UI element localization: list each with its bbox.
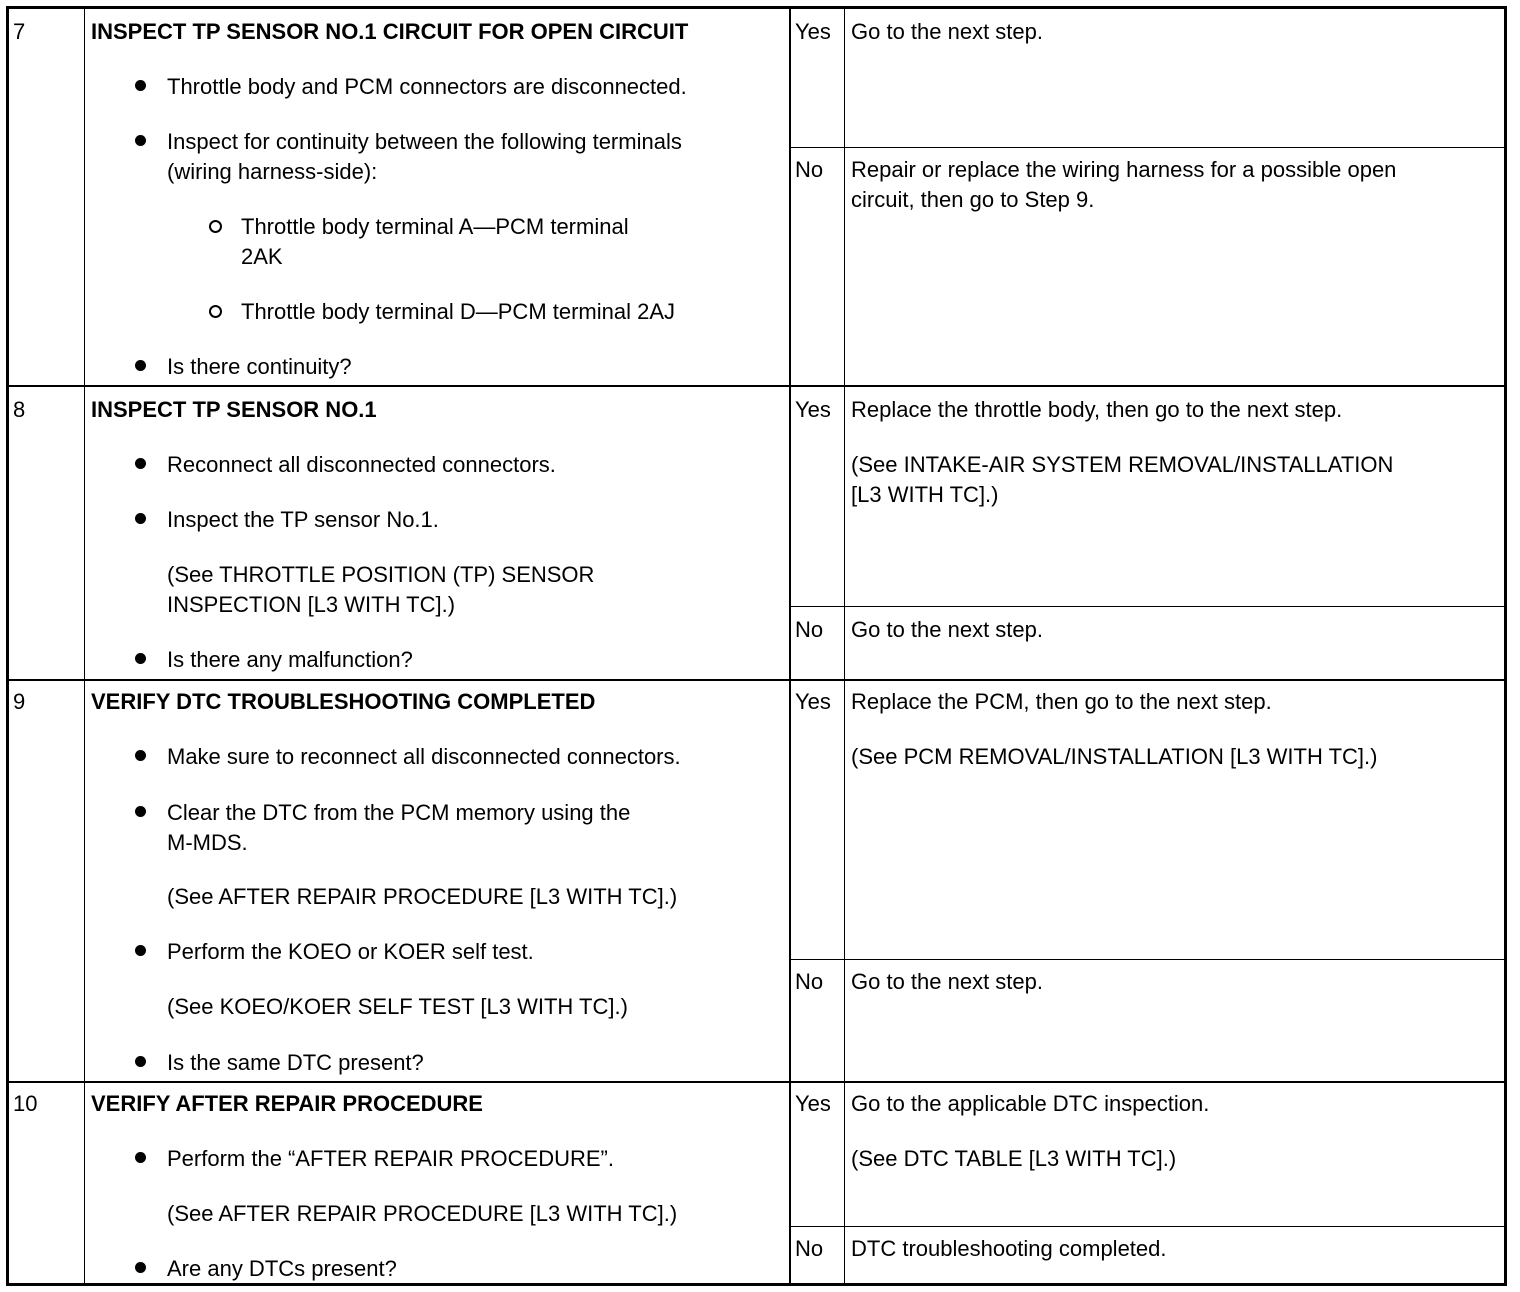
bullet-icon — [135, 653, 146, 664]
step-number: 8 — [13, 397, 26, 422]
question-text: Is there continuity? — [167, 354, 352, 379]
instruction-text: Perform the KOEO or KOER self test. — [167, 939, 534, 964]
result-cell — [845, 387, 1504, 679]
yes-result-text: Replace the PCM, then go to the next step. — [851, 689, 1272, 714]
result-cell — [845, 681, 1504, 1081]
bullet-icon — [135, 80, 146, 91]
bullet-icon — [135, 458, 146, 469]
instruction-text: Reconnect all disconnected connectors. — [167, 452, 556, 477]
instruction-text: Perform the “AFTER REPAIR PROCEDURE”. — [167, 1146, 614, 1171]
action-cell — [85, 9, 791, 385]
reference-note: (See THROTTLE POSITION (TP) SENSOR — [167, 562, 595, 587]
no-result-text: Go to the next step. — [851, 969, 1044, 994]
bullet-icon — [135, 1152, 146, 1163]
step-title: INSPECT TP SENSOR NO.1 CIRCUIT FOR OPEN CIRCUIT — [91, 19, 689, 44]
action-cell — [85, 681, 791, 1081]
bullet-icon — [135, 1056, 146, 1067]
table-row-step-10 — [9, 1081, 1504, 1283]
answer-cell — [791, 1083, 845, 1283]
answer-no-label: No — [795, 157, 824, 182]
instruction-text: M-MDS. — [167, 830, 248, 855]
answer-yes-label: Yes — [795, 689, 831, 714]
bullet-icon — [135, 135, 146, 146]
bullet-icon — [135, 1262, 146, 1273]
step-title: VERIFY AFTER REPAIR PROCEDURE — [91, 1091, 483, 1116]
yes-no-divider — [791, 959, 1504, 960]
step-title: VERIFY DTC TROUBLESHOOTING COMPLETED — [91, 689, 596, 714]
reference-note: INSPECTION [L3 WITH TC].) — [167, 592, 456, 617]
reference-note: (See AFTER REPAIR PROCEDURE [L3 WITH TC].) — [167, 884, 678, 909]
sub-instruction-text: Throttle body terminal D—PCM terminal 2AJ — [241, 299, 676, 324]
instruction-text: Throttle body and PCM connectors are disconnected. — [167, 74, 687, 99]
question-text: Are any DTCs present? — [167, 1256, 397, 1281]
reference-note: (See AFTER REPAIR PROCEDURE [L3 WITH TC].) — [167, 1201, 678, 1226]
yes-reference-note: (See PCM REMOVAL/INSTALLATION [L3 WITH TC].) — [851, 744, 1378, 769]
yes-reference-note: [L3 WITH TC].) — [851, 482, 999, 507]
yes-reference-note: (See DTC TABLE [L3 WITH TC].) — [851, 1146, 1177, 1171]
table-row-step-8 — [9, 385, 1504, 679]
yes-no-divider — [791, 606, 1504, 607]
step-number-cell — [9, 681, 85, 1081]
instruction-text: Inspect for continuity between the following terminals — [167, 129, 682, 154]
bullet-icon — [135, 750, 146, 761]
answer-no-label: No — [795, 1236, 824, 1261]
answer-yes-label: Yes — [795, 1091, 831, 1116]
bullet-icon — [135, 806, 146, 817]
result-cell — [845, 1083, 1504, 1283]
step-number-cell — [9, 387, 85, 679]
table-row-step-7 — [9, 9, 1504, 385]
answer-yes-label: Yes — [795, 19, 831, 44]
answer-no-label: No — [795, 617, 824, 642]
step-number-cell — [9, 1083, 85, 1283]
answer-cell — [791, 681, 845, 1081]
yes-result-text: Replace the throttle body, then go to the next step. — [851, 397, 1343, 422]
question-text: Is there any malfunction? — [167, 647, 413, 672]
instruction-text: Inspect the TP sensor No.1. — [167, 507, 439, 532]
yes-result-text: Go to the next step. — [851, 19, 1044, 44]
answer-cell — [791, 387, 845, 679]
answer-cell — [791, 9, 845, 385]
bullet-icon — [135, 513, 146, 524]
step-number-cell — [9, 9, 85, 385]
instruction-text: Clear the DTC from the PCM memory using the — [167, 800, 631, 825]
step-number: 9 — [13, 689, 26, 714]
bullet-icon — [135, 360, 146, 371]
no-result-text: Go to the next step. — [851, 617, 1044, 642]
bullet-icon — [135, 945, 146, 956]
yes-reference-note: (See INTAKE-AIR SYSTEM REMOVAL/INSTALLATION — [851, 452, 1394, 477]
yes-no-divider — [791, 1226, 1504, 1227]
no-result-text: Repair or replace the wiring harness for a possible open — [851, 157, 1397, 182]
instruction-text: Make sure to reconnect all disconnected connectors. — [167, 744, 681, 769]
no-result-text: circuit, then go to Step 9. — [851, 187, 1095, 212]
step-number: 10 — [13, 1091, 38, 1116]
result-cell — [845, 9, 1504, 385]
instruction-text: (wiring harness-side): — [167, 159, 378, 184]
step-title: INSPECT TP SENSOR NO.1 — [91, 397, 377, 422]
sub-instruction-text: Throttle body terminal A—PCM terminal — [241, 214, 629, 239]
sub-instruction-text: 2AK — [241, 244, 283, 269]
reference-note: (See KOEO/KOER SELF TEST [L3 WITH TC].) — [167, 994, 628, 1019]
hollow-circle-bullet-icon — [209, 220, 222, 233]
hollow-circle-bullet-icon — [209, 305, 222, 318]
table-row-step-9 — [9, 679, 1504, 1081]
answer-yes-label: Yes — [795, 397, 831, 422]
answer-no-label: No — [795, 969, 824, 994]
step-number: 7 — [13, 19, 26, 44]
yes-result-text: Go to the applicable DTC inspection. — [851, 1091, 1210, 1116]
action-cell — [85, 387, 791, 679]
troubleshooting-table — [6, 6, 1507, 1286]
no-result-text: DTC troubleshooting completed. — [851, 1236, 1167, 1261]
yes-no-divider — [791, 147, 1504, 148]
question-text: Is the same DTC present? — [167, 1050, 424, 1075]
action-cell — [85, 1083, 791, 1283]
